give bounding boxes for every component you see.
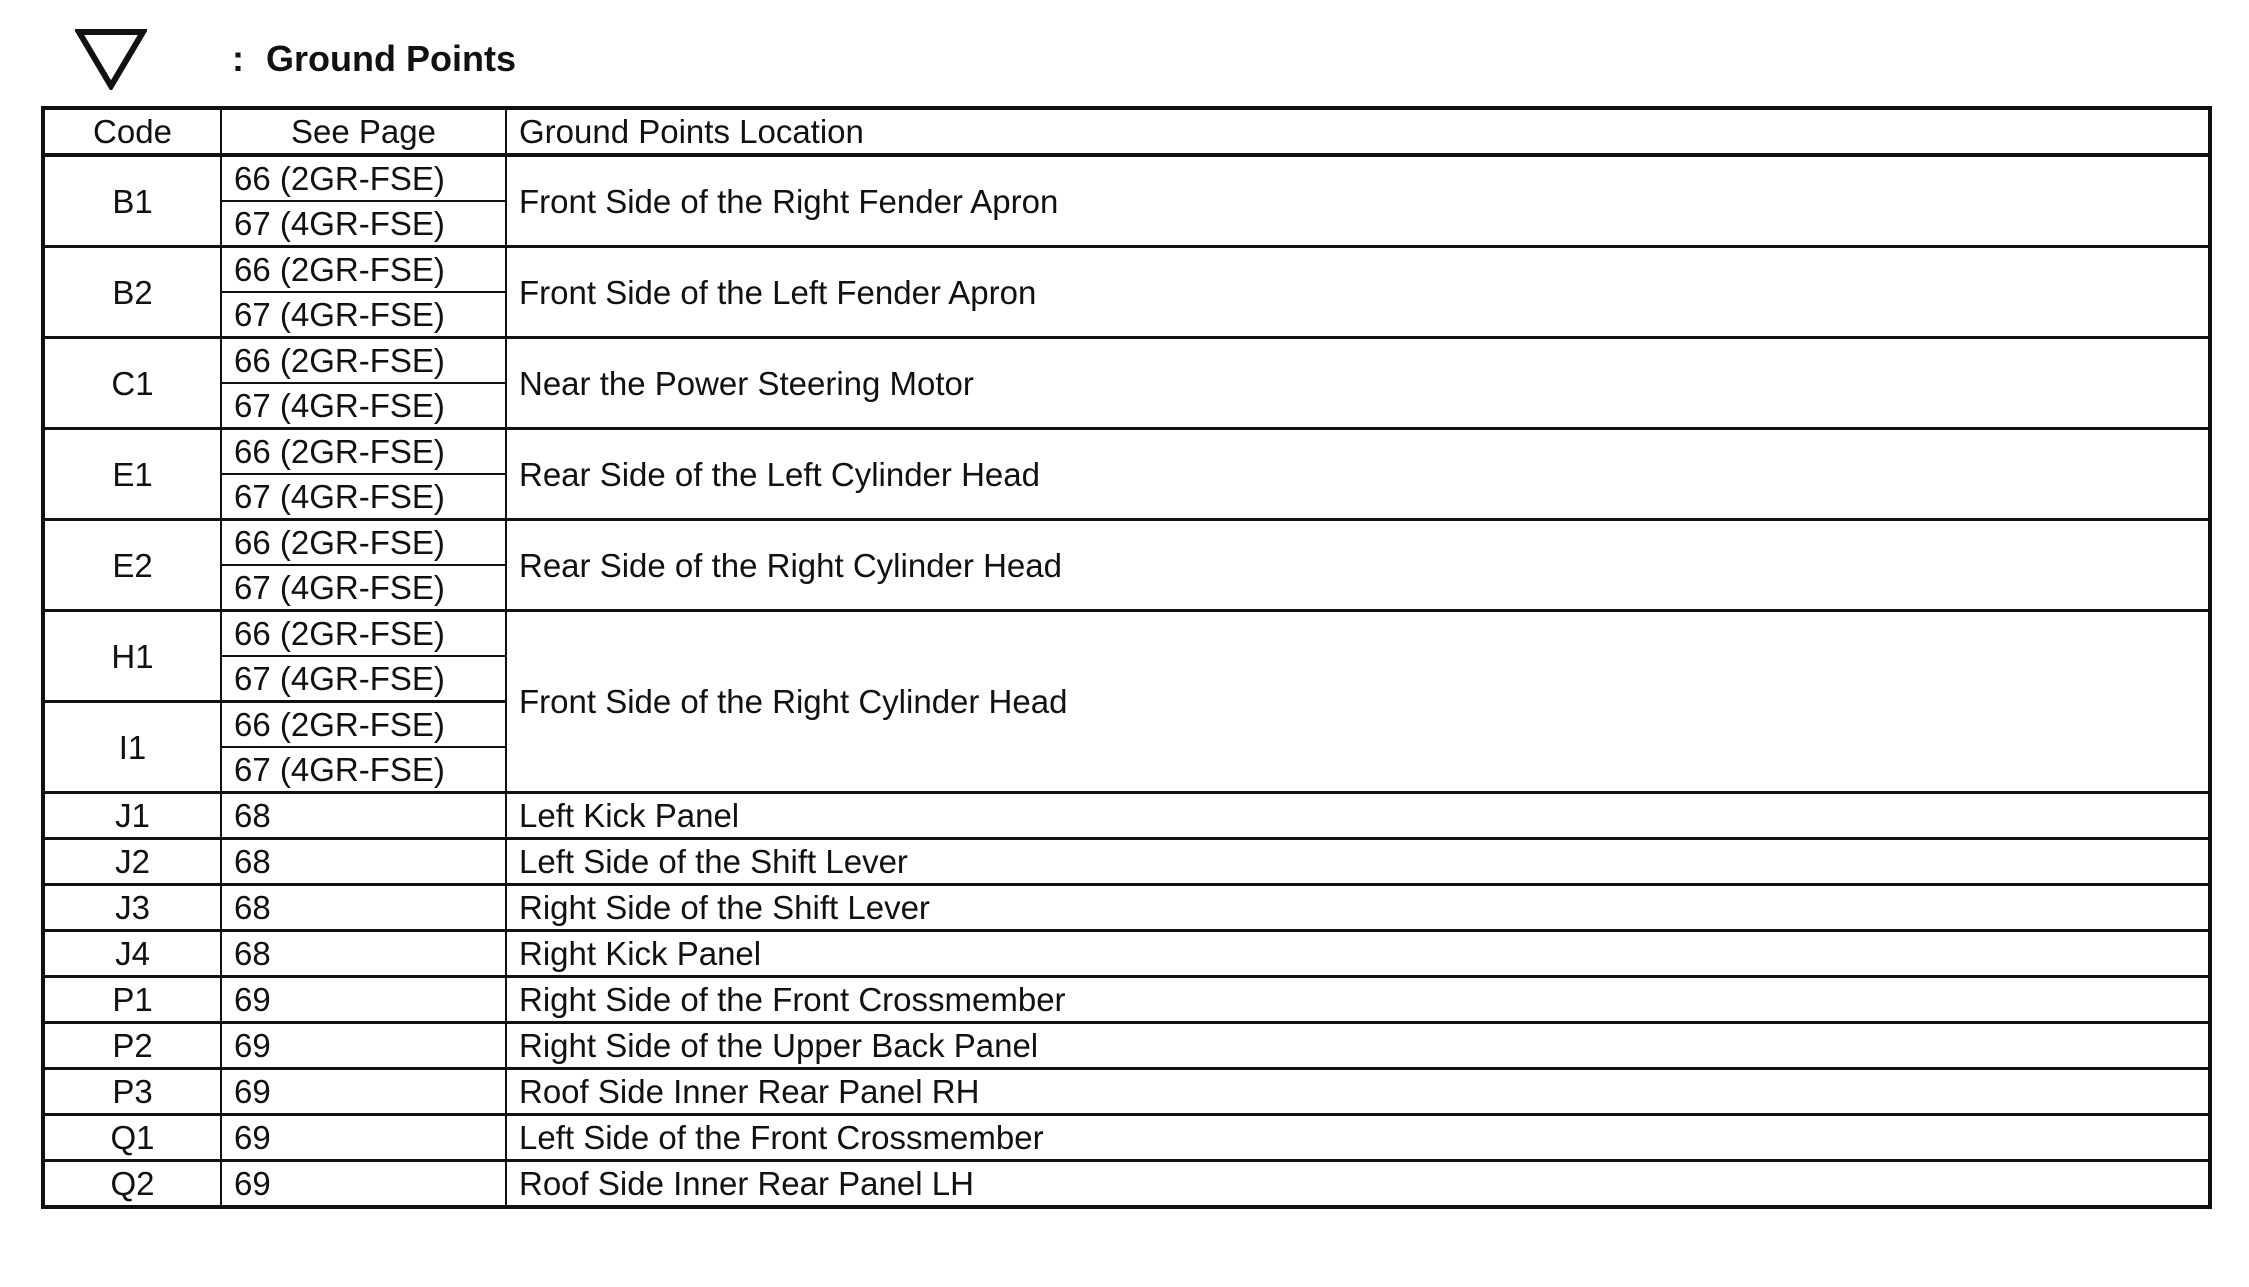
code-cell: E2 (43, 520, 221, 611)
see-page-cell: 66 (2GR-FSE) (221, 702, 506, 748)
ground-triangle-icon (75, 28, 147, 90)
code-cell: E1 (43, 429, 221, 520)
table-body (43, 155, 2210, 1207)
code-cell: J2 (43, 839, 221, 885)
see-page-cell: 67 (4GR-FSE) (221, 747, 506, 793)
code-cell: C1 (43, 338, 221, 429)
code-cell: H1 (43, 611, 221, 702)
table-row (43, 247, 2210, 293)
location-cell: Near the Power Steering Motor (506, 338, 2210, 429)
ground-points-table (41, 106, 2212, 1209)
see-page-cell: 66 (2GR-FSE) (221, 338, 506, 384)
see-page-cell: 66 (2GR-FSE) (221, 429, 506, 475)
see-page-cell: 68 (221, 793, 506, 839)
code-cell: J4 (43, 931, 221, 977)
code-cell: I1 (43, 702, 221, 793)
location-cell: Right Side of the Upper Back Panel (506, 1023, 2210, 1069)
header-location: Ground Points Location (506, 108, 2210, 155)
table-row (43, 520, 2210, 566)
location-cell: Front Side of the Left Fender Apron (506, 247, 2210, 338)
code-cell: Q1 (43, 1115, 221, 1161)
see-page-cell: 68 (221, 931, 506, 977)
legend-title: Ground Points (266, 38, 516, 79)
location-cell: Left Side of the Shift Lever (506, 839, 2210, 885)
legend-colon: : (232, 38, 244, 79)
see-page-cell: 67 (4GR-FSE) (221, 201, 506, 247)
see-page-cell: 68 (221, 839, 506, 885)
location-cell: Left Side of the Front Crossmember (506, 1115, 2210, 1161)
see-page-cell: 66 (2GR-FSE) (221, 155, 506, 201)
see-page-cell: 67 (4GR-FSE) (221, 565, 506, 611)
legend (75, 28, 516, 90)
table-row (43, 931, 2210, 977)
code-cell: B2 (43, 247, 221, 338)
see-page-cell: 67 (4GR-FSE) (221, 474, 506, 520)
location-cell: Rear Side of the Right Cylinder Head (506, 520, 2210, 611)
location-cell: Right Side of the Front Crossmember (506, 977, 2210, 1023)
location-cell: Roof Side Inner Rear Panel LH (506, 1161, 2210, 1208)
table-row (43, 977, 2210, 1023)
location-cell: Front Side of the Right Fender Apron (506, 155, 2210, 247)
table-row (43, 338, 2210, 384)
see-page-cell: 69 (221, 1161, 506, 1208)
location-cell: Right Kick Panel (506, 931, 2210, 977)
table-row (43, 611, 2210, 657)
code-cell: B1 (43, 155, 221, 247)
see-page-cell: 69 (221, 977, 506, 1023)
see-page-cell: 69 (221, 1023, 506, 1069)
code-cell: P2 (43, 1023, 221, 1069)
location-cell: Left Kick Panel (506, 793, 2210, 839)
table-header-row (43, 108, 2210, 155)
table-row (43, 155, 2210, 201)
see-page-cell: 66 (2GR-FSE) (221, 247, 506, 293)
see-page-cell: 69 (221, 1115, 506, 1161)
see-page-cell: 67 (4GR-FSE) (221, 383, 506, 429)
code-cell: J1 (43, 793, 221, 839)
code-cell: Q2 (43, 1161, 221, 1208)
header-see-page: See Page (221, 108, 506, 155)
see-page-cell: 66 (2GR-FSE) (221, 611, 506, 657)
table-row (43, 1023, 2210, 1069)
location-cell: Rear Side of the Left Cylinder Head (506, 429, 2210, 520)
table-row (43, 429, 2210, 475)
code-cell: P3 (43, 1069, 221, 1115)
table-row (43, 885, 2210, 931)
see-page-cell: 66 (2GR-FSE) (221, 520, 506, 566)
location-cell: Roof Side Inner Rear Panel RH (506, 1069, 2210, 1115)
see-page-cell: 67 (4GR-FSE) (221, 656, 506, 702)
code-cell: J3 (43, 885, 221, 931)
see-page-cell: 68 (221, 885, 506, 931)
location-cell: Front Side of the Right Cylinder Head (506, 611, 2210, 793)
table-row (43, 839, 2210, 885)
table-row (43, 793, 2210, 839)
table-row (43, 1115, 2210, 1161)
table-row (43, 1069, 2210, 1115)
header-code: Code (43, 108, 221, 155)
see-page-cell: 69 (221, 1069, 506, 1115)
see-page-cell: 67 (4GR-FSE) (221, 292, 506, 338)
code-cell: P1 (43, 977, 221, 1023)
location-cell: Right Side of the Shift Lever (506, 885, 2210, 931)
table-row (43, 1161, 2210, 1208)
